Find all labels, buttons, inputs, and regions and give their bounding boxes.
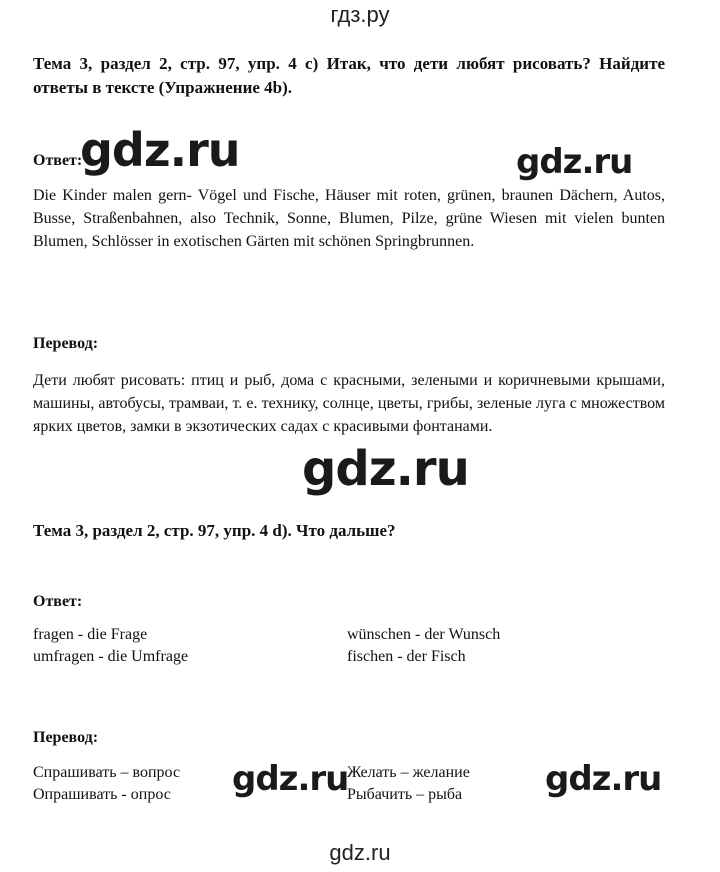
task-text: Тема 3, раздел 2, стр. 97, упр. 4 d). Что дальше?: [33, 521, 396, 540]
task-heading-4c: [33, 52, 665, 100]
word-pair-right: wünschen - der Wunsch: [347, 626, 501, 643]
word-pair-right: Рыбачить – рыба: [347, 786, 463, 803]
site-header-watermark: гдз.ру: [330, 2, 390, 27]
translation-label-4d: [33, 727, 665, 749]
translation-label-4c: [33, 333, 665, 355]
answer-label: Ответ:: [33, 593, 83, 610]
translation-paragraph-4c: [33, 369, 665, 438]
translation-text: Дети любят рисовать: птиц и рыб, дома с красными, зелеными и коричневыми крышами, машины, автобусы, трамваи, т. е. технику, солнце, цветы, грибы, зеленые луга с множеством ярких цветов, замки в экзотических садах с красивыми фонтанами.: [33, 372, 665, 435]
word-pair-row: [33, 646, 665, 668]
answer-paragraph-4c: [33, 184, 665, 253]
word-pair-left: Спрашивать – вопрос: [33, 764, 181, 781]
site-footer-watermark: gdz.ru: [329, 840, 391, 865]
word-pair-left: fragen - die Frage: [33, 626, 148, 643]
translation-label: Перевод:: [33, 335, 99, 352]
answer-text: Die Kinder malen gern- Vögel und Fische, Häuser mit roten, grünen, braunen Dächern, Autos, Busse, Straßenbahnen, also Technik, Sonne, Blumen, Pilze, grüne Wiesen mit vielen bunten Blumen, Schlösser in exotischen Gärten mit schönen Springbrunnen.: [33, 187, 665, 250]
task-heading-4d: [33, 519, 665, 543]
answer-word-pairs: [33, 624, 665, 668]
watermark-logo: gdz.ru: [545, 759, 662, 799]
answer-label: Ответ:: [33, 152, 83, 169]
watermark-logo: gdz.ru: [516, 142, 633, 182]
watermark-logo: gdz.ru: [302, 441, 469, 497]
word-pair-row: [33, 624, 665, 646]
task-text: Тема 3, раздел 2, стр. 97, упр. 4 с) Итак, что дети любят рисовать? Найдите ответы в тексте (Упражнение 4b).: [33, 54, 665, 97]
translation-label: Перевод:: [33, 729, 99, 746]
word-pair-right: Желать – желание: [347, 764, 470, 781]
answer-label-4d: [33, 591, 665, 613]
watermark-logo: gdz.ru: [80, 123, 240, 177]
word-pair-left: Опрашивать - опрос: [33, 786, 171, 803]
word-pair-right: fischen - der Fisch: [347, 648, 466, 665]
word-pair-left: umfragen - die Umfrage: [33, 648, 189, 665]
watermark-logo: gdz.ru: [232, 759, 349, 799]
